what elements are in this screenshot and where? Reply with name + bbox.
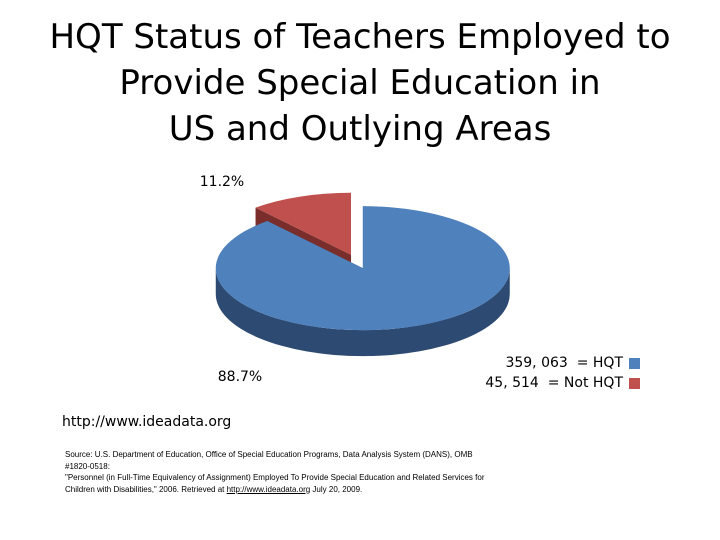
source-link[interactable]: http://www.ideadata.org — [226, 484, 311, 494]
source-line-2: #1820-0518: — [65, 461, 110, 471]
legend-value-not-hqt: 45, 514 — [485, 375, 539, 391]
percent-label-not-hqt: 11.2% — [199, 174, 245, 190]
source-url: http://www.ideadata.org — [62, 414, 232, 430]
percent-label-hqt: 88.7% — [217, 369, 263, 385]
source-line-3: "Personnel (in Full-Time Equivalency of Assignment) Employed To Provide Special Education and Related Services for — [65, 473, 485, 482]
pie-slice-hqt — [216, 206, 510, 356]
legend — [440, 353, 640, 393]
legend-sep-not-hqt: = — [547, 375, 560, 391]
source-line-1: Source: U.S. Department of Education, Office of Special Education Programs, Data Analysis System (DANS), OMB — [65, 450, 473, 459]
chart-title-line-2: Provide Special Education in — [119, 63, 601, 103]
legend-swatch-hqt — [629, 358, 640, 369]
chart-title-line-1: HQT Status of Teachers Employed to — [49, 17, 671, 57]
source-note — [65, 449, 565, 495]
legend-label-not-hqt: Not HQT — [563, 375, 623, 391]
legend-sep-hqt: = — [576, 355, 589, 371]
legend-item-not-hqt — [440, 373, 640, 393]
legend-value-hqt: 359, 063 — [505, 355, 568, 371]
pie-slice-top — [216, 206, 510, 330]
source-line-4: Children with Disabilities," 2006. Retrieved at http://www.ideadata.org July 20, 2009. — [65, 484, 363, 494]
legend-swatch-not-hqt — [629, 378, 640, 389]
legend-item-hqt — [440, 353, 640, 373]
chart-title-line-3: US and Outlying Areas — [168, 109, 552, 149]
legend-label-hqt: HQT — [592, 355, 623, 371]
